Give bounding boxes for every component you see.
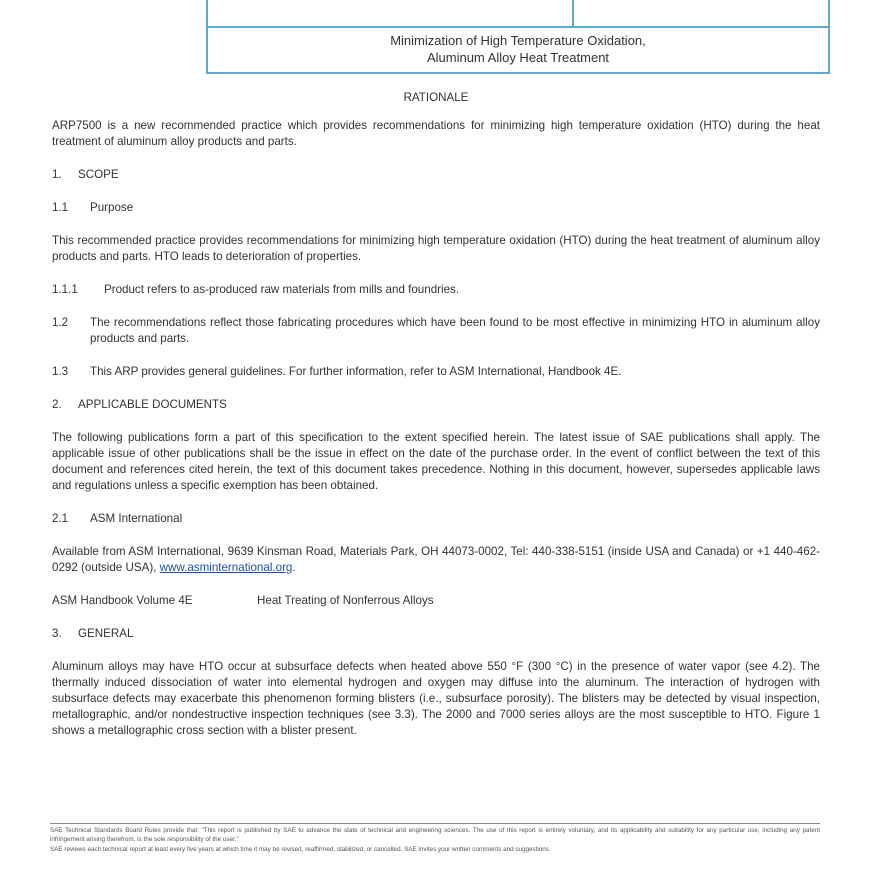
section-title: GENERAL <box>78 627 134 640</box>
section-1-1-1 <box>52 282 820 298</box>
section-applicable-heading <box>52 397 820 413</box>
document-title-line2: Aluminum Alloy Heat Treatment <box>426 50 610 65</box>
section-general-heading <box>52 626 820 642</box>
section-purpose-heading <box>52 200 820 216</box>
asm-link-suffix: . <box>292 561 296 574</box>
section-title: Purpose <box>90 201 134 214</box>
section-number: 1.1.1 <box>52 283 78 296</box>
footer-line2: SAE reviews each technical report at least every five years at which time it may be revised, reaffirmed, stabilized, or cancelled. SAE invites your written comments and suggestions. <box>50 846 551 853</box>
section-number: 1. <box>52 168 62 181</box>
section-number: 1.1 <box>52 201 69 214</box>
document-header-box <box>206 0 830 74</box>
reference-title: Heat Treating of Nonferrous Alloys <box>257 594 434 607</box>
section-scope-heading <box>52 167 820 183</box>
reference-id: ASM Handbook Volume 4E <box>52 594 193 607</box>
purpose-text: This recommended practice provides recommendations for minimizing high temperature oxidation (HTO) during the heat treatment of aluminum alloy products and parts. HTO leads to deterioration of properties. <box>52 234 820 263</box>
header-divider <box>572 0 574 28</box>
section-text: The recommendations reflect those fabricating procedures which have been found to be most effective in minimizing HTO in aluminum alloy products and parts. <box>90 316 820 345</box>
general-text: Aluminum alloys may have HTO occur at subsurface defects when heated above 550 °F (300 °C) in the presence of water vapor (see 4.2). The thermally induced dissociation of water into elemental hydrogen and oxygen may diffuse into the aluminum. The interaction of hydrogen with subsurface defects may exacerbate this phenomenon forming blisters (i.e., subsurface porosity). The blisters may be detected by visual inspection, metallographic, and/or nondestructive inspection techniques (see 3.3). The 2000 and 7000 series alloys are the most susceptible to HTO. Figure 1 shows a metallographic cross section with a blister present. <box>52 660 820 737</box>
document-body <box>52 90 820 756</box>
section-1-3 <box>52 364 820 380</box>
section-text: This ARP provides general guidelines. For further information, refer to ASM International, Handbook 4E. <box>90 365 622 378</box>
section-number: 1.3 <box>52 365 69 378</box>
asm-website-link[interactable]: www.asminternational.org <box>159 561 293 574</box>
section-1-2 <box>52 315 820 347</box>
asm-text <box>52 544 820 576</box>
section-title: SCOPE <box>78 168 119 181</box>
rationale-heading: RATIONALE <box>403 91 469 104</box>
section-title: APPLICABLE DOCUMENTS <box>78 398 227 411</box>
header-top-row <box>208 0 828 28</box>
section-title: ASM International <box>90 512 183 525</box>
rationale-text: ARP7500 is a new recommended practice which provides recommendations for minimizing high temperature oxidation (HTO) during the heat treatment of aluminum alloy products and parts. <box>52 119 820 148</box>
footer-divider <box>50 823 820 824</box>
document-title-line1: Minimization of High Temperature Oxidation, <box>390 33 646 48</box>
page-footer <box>50 827 820 857</box>
asm-address: Available from ASM International, 9639 Kinsman Road, Materials Park, OH 44073-0002, Tel: 440-338-5151 (inside USA and Canada) or +1 440-462-0292 (outside USA), <box>52 545 820 574</box>
section-number: 2.1 <box>52 512 69 525</box>
section-number: 2. <box>52 398 62 411</box>
section-asm-heading <box>52 511 820 527</box>
reference-row <box>52 593 820 609</box>
applicable-text: The following publications form a part of this specification to the extent specified herein. The latest issue of SAE publications shall apply. The applicable issue of other publications shall be the issue in effect on the date of the purchase order. In the event of conflict between the text of this document and references cited herein, the text of this document takes precedence. Nothing in this document, however, supersedes applicable laws and regulations unless a specific exemption has been obtained. <box>52 431 820 492</box>
section-number: 1.2 <box>52 316 69 329</box>
document-title <box>208 32 828 66</box>
section-text: Product refers to as-produced raw materials from mills and foundries. <box>104 283 460 296</box>
footer-line1: SAE Technical Standards Board Rules provide that: "This report is published by SAE to advance the state of technical and engineering sciences. The use of this report is entirely voluntary, and its applicability and suitability for any particular use, including any patent infringement arising therefrom, is the sole responsibility of the user." <box>50 827 820 843</box>
section-number: 3. <box>52 627 62 640</box>
